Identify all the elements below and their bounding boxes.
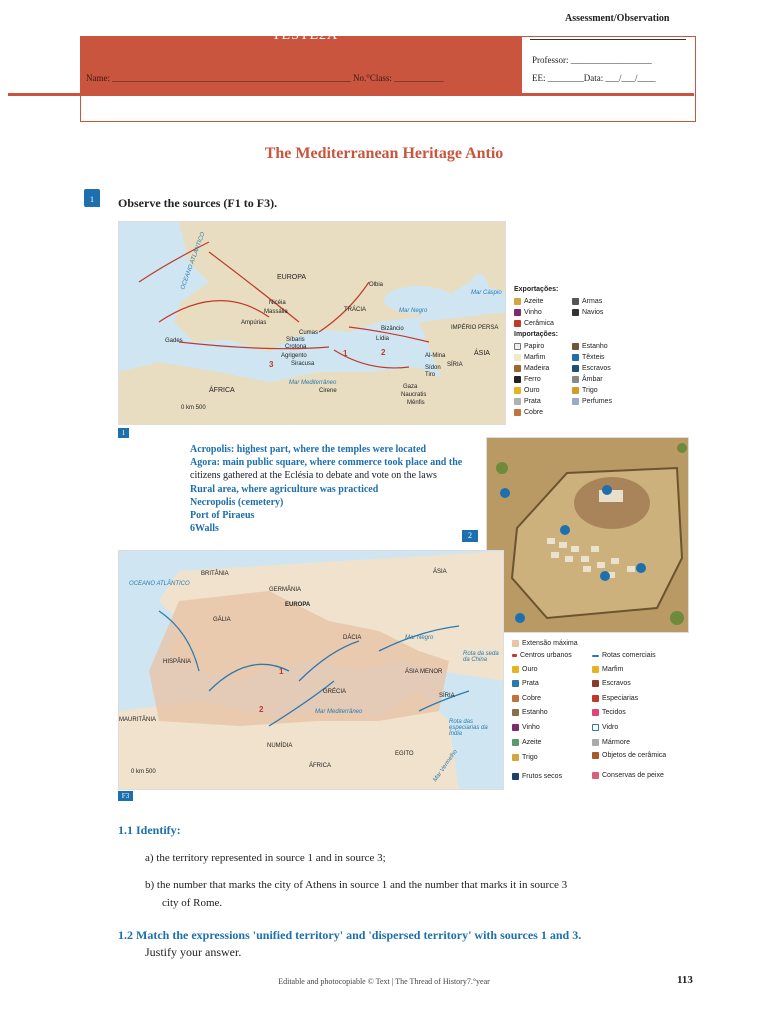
date-field[interactable]: EE: ________Data: ___/___/____: [532, 73, 656, 83]
legend-map3: [508, 640, 708, 790]
legend1-exports-title: Exportações:: [514, 286, 559, 293]
map3-britania: BRITÂNIA: [201, 571, 229, 577]
name-field[interactable]: Name: _____________________________________________________ No.°Class: ___________: [86, 73, 444, 83]
map1-cumas: Cumas: [299, 330, 319, 336]
header-line: [8, 93, 694, 96]
legend3-right-2: Especiarias: [592, 695, 638, 702]
map1-siria: SÍRIA: [447, 362, 463, 368]
map1-naucratis: Naucratis: [401, 392, 427, 398]
test-title: TESTE2A: [272, 28, 339, 43]
legend3-top-0: Extensão máxima: [512, 640, 578, 647]
legend1-import-r1: Têxteis: [572, 354, 605, 361]
legend3-left-3: Estanho: [512, 709, 548, 716]
legend3-left-2: Cobre: [512, 695, 541, 702]
map1-imperio: IMPÉRIO PERSA: [451, 325, 499, 331]
map1-num3: 3: [269, 360, 274, 369]
map3-mar-med: Mar Mediterrâneo: [315, 709, 363, 715]
map1-gaza: Gaza: [403, 384, 418, 390]
legend1-export-1: Vinho: [514, 309, 542, 316]
legend1-import-r2: Escravos: [572, 365, 611, 372]
legend1-import-3: Ferro: [514, 376, 541, 383]
source-badge-3: F3: [118, 791, 133, 801]
map3-mar-negro: Mar Negro: [405, 635, 434, 641]
map3-asia: ÁSIA: [433, 569, 447, 575]
source-badge-2: 2: [462, 530, 478, 542]
map1-oceano: OCEANO ATLÂNTICO: [180, 231, 207, 291]
map1-europa: EUROPA: [277, 274, 307, 281]
question-1-1-title: 1.1 Identify:: [118, 823, 181, 837]
map1-asia: ÁSIA: [474, 350, 490, 357]
map3-scale: 0 km 500: [131, 769, 156, 775]
legend1-imports-title: Importações:: [514, 331, 558, 338]
legend1-import-5: Prata: [514, 398, 541, 405]
legend1-import-2: Madeira: [514, 365, 549, 372]
legend1-export-0: Azeite: [514, 298, 543, 305]
page-number: 113: [677, 974, 693, 986]
map3-rota-india: Rota das especiarias da Índia: [449, 719, 488, 737]
map-greek-colonization: [118, 221, 506, 425]
map3-oceano: OCEANO ATLÂNTICO: [129, 581, 190, 587]
map1-scale: 0 km 500: [181, 405, 206, 411]
legend1-import-0: Papiro: [514, 343, 544, 350]
question-1-1-b: b) the number that marks the city of Athens in source 1 and the number that marks it in source 3: [145, 879, 568, 891]
f2-agora-2: citizens gathered at the Eclésia to debate and vote on the laws: [190, 470, 437, 481]
f2-agora: Agora: main public square, where commerce took place and the: [190, 457, 463, 468]
map3-rota-china: Rota da seda da China: [463, 651, 499, 663]
f2-walls: 6Walls: [190, 523, 219, 534]
legend3-left-7: Frutos secos: [512, 773, 562, 780]
legend1-import-1: Marfim: [514, 354, 545, 361]
legend3-left-0: Ouro: [512, 666, 538, 673]
legend1-import-r5: Perfumes: [572, 398, 612, 405]
map1-crotona: Crotona: [285, 344, 307, 350]
legend-map1: [508, 286, 638, 436]
map1-ampurias: Ampúrias: [241, 320, 267, 326]
legend1-import-r0: Estanho: [572, 343, 608, 350]
map1-nicea: Nicéia: [269, 300, 286, 306]
professor-field[interactable]: Professor: __________________: [532, 55, 652, 65]
map1-num1: 1: [343, 349, 348, 358]
legend3-right-5: Mármore: [592, 739, 630, 746]
legend3-right-6: Objetos de cerâmica: [592, 752, 672, 759]
legend3-left-4: Vinho: [512, 724, 540, 731]
legend3-right-0: Marfim: [592, 666, 623, 673]
map1-num2: 2: [381, 348, 386, 357]
question-1-2-justify: Justify your answer.: [145, 945, 242, 959]
map3-africa: ÁFRICA: [309, 763, 332, 769]
map1-mar-med: Mar Mediterrâneo: [289, 380, 337, 386]
map1-cirene: Cirene: [319, 388, 337, 394]
map2-svg: [487, 438, 689, 633]
legend1-export-r0: Armas: [572, 298, 602, 305]
map1-sibaris: Síbaris: [286, 337, 305, 343]
map1-gades: Gades: [165, 338, 183, 344]
map1-tracia: TRÁCIA: [344, 307, 367, 313]
map3-num1: 1: [279, 667, 284, 676]
question-1-1-a: a) the territory represented in source 1 and in source 3;: [145, 852, 386, 864]
map3-asia-menor: ÁSIA MENOR: [405, 669, 443, 675]
legend3-left-1: Prata: [512, 680, 539, 687]
source-badge-1: 1: [118, 428, 129, 438]
legend1-import-r4: Trigo: [572, 387, 598, 394]
f2-necropolis: Necropolis (cemetery): [190, 497, 284, 508]
question-1-2-title: 1.2 Match the expressions 'unified territory' and 'dispersed territory' with sources 1 and 3.: [118, 928, 582, 942]
legend3-top-1: Centros urbanos: [512, 652, 572, 659]
map3-num2: 2: [259, 705, 264, 714]
map3-mar-vermelho: Mar Vermelho: [432, 748, 459, 784]
map3-grecia: GRÉCIA: [323, 689, 347, 695]
legend3-right-4: Vidro: [592, 724, 618, 731]
legend3-top-2: Rotas comerciais: [592, 652, 656, 659]
map1-agrigento: Agrigento: [281, 353, 307, 359]
legend3-left-6: Trigo: [512, 754, 538, 761]
map1-siracusa: Siracusa: [291, 361, 315, 367]
map1-svg: [119, 222, 506, 425]
question-1-text: Observe the sources (F1 to F3).: [118, 196, 278, 210]
legend1-import-4: Ouro: [514, 387, 540, 394]
legend3-right-1: Escravos: [592, 680, 631, 687]
page-title: The Mediterranean Heritage Antio: [264, 145, 504, 162]
legend3-left-5: Azeite: [512, 739, 541, 746]
map3-europa: EUROPA: [285, 602, 311, 608]
header-banner: [80, 36, 522, 95]
map1-massalia: Massália: [264, 309, 288, 315]
question-badge: 1: [84, 189, 100, 207]
legend3-right-7: Conservas de peixe: [592, 772, 672, 779]
map3-egito: EGITO: [395, 751, 414, 757]
map3-germania: GERMÂNIA: [269, 587, 302, 593]
map1-africa: ÁFRICA: [209, 387, 235, 394]
legend1-import-6: Cobre: [514, 409, 543, 416]
legend1-export-r1: Navios: [572, 309, 603, 316]
map1-al-mina: Al-Mina: [425, 353, 446, 359]
map1-tiro: Tiro: [425, 372, 436, 378]
question-1-1-b-cont: city of Rome.: [162, 897, 223, 909]
f2-acropolis: Acropolis: highest part, where the temples were located: [190, 444, 427, 455]
map1-sidon: Sídon: [425, 365, 441, 371]
assessment-label: Assessment/Observation: [565, 13, 670, 24]
map1-olbia: Olbia: [369, 282, 384, 288]
illustration-greek-city: [486, 437, 689, 633]
footer-text: Editable and photocopiable © Text | The Thread of History7.°year: [278, 977, 490, 986]
map3-mauritania: MAURITÂNIA: [119, 717, 157, 723]
f2-rural: Rural area, where agriculture was practiced: [190, 484, 379, 495]
legend1-export-2: Cerâmica: [514, 320, 554, 327]
map3-numidia: NUMÍDIA: [267, 743, 293, 749]
map3-galia: GÁLIA: [213, 617, 231, 623]
map1-mar-caspio: Mar Cáspio: [471, 290, 502, 296]
legend1-import-r3: Âmbar: [572, 376, 603, 383]
map1-lidia: Lídia: [376, 336, 390, 342]
f2-piraeus: Port of Piraeus: [190, 510, 255, 521]
map3-siria: SÍRIA: [439, 693, 455, 699]
map1-mar-negro: Mar Negro: [399, 308, 428, 314]
map3-dacia: DÁCIA: [343, 635, 362, 641]
legend3-right-3: Tecidos: [592, 709, 626, 716]
map1-bizancio: Bizâncio: [381, 326, 404, 332]
map-roman-empire: [118, 550, 504, 790]
map3-hispania: HISPÂNIA: [163, 659, 192, 665]
map1-menfis: Mênfis: [407, 400, 425, 406]
